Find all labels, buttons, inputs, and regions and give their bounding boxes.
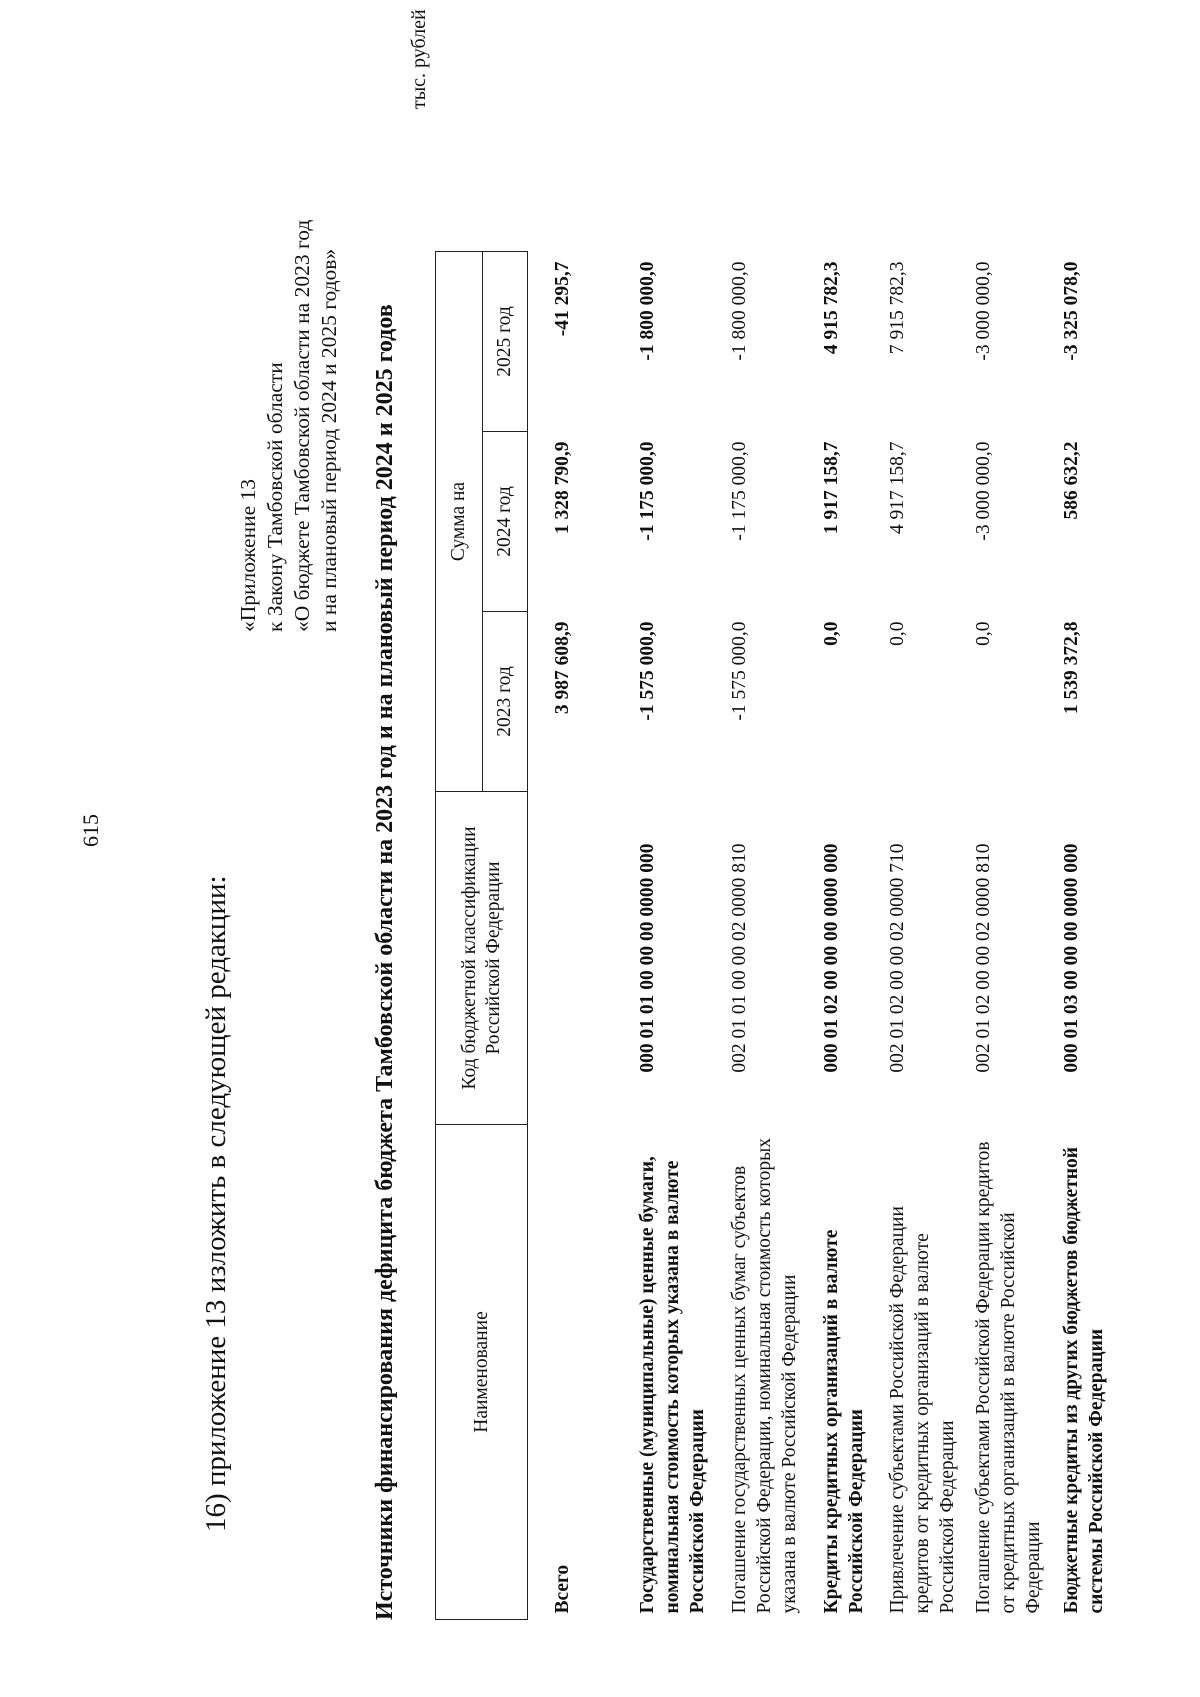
row-value-2025: 4 915 782,3 <box>820 261 842 355</box>
row-code <box>528 792 628 1125</box>
row-value-2025: -41 295,7 <box>552 261 573 337</box>
row-value-2024: -3 000 000,0 <box>972 441 994 541</box>
row-value-2023: 1 539 372,8 <box>1060 621 1082 715</box>
row-value-2023: -1 575 000,0 <box>728 621 750 721</box>
row-value-2023: 0,0 <box>820 621 842 646</box>
appendix-line: к Закону Тамбовской области <box>263 362 287 632</box>
row-value-2023: 3 987 608,9 <box>552 621 573 715</box>
row-value-2025: -1 800 000,0 <box>728 261 750 361</box>
row-value-2024: 586 632,2 <box>1060 441 1082 520</box>
header-year-2024: 2024 год <box>483 432 528 612</box>
units-label: тыс. рублей <box>408 9 430 109</box>
lead-text: 16) приложение 13 изложить в следующей редакции: <box>200 875 232 1532</box>
table-row <box>528 252 628 1620</box>
row-value-2023: -1 575 000,0 <box>636 621 658 721</box>
header-year-2023: 2023 год <box>483 612 528 792</box>
row-code: 000 01 01 00 00 00 0000 000 <box>636 843 658 1073</box>
table-row <box>628 252 720 1620</box>
page-number: 615 <box>78 814 103 847</box>
header-year-2025: 2025 год <box>483 252 528 432</box>
document-title: Источники финансирования дефицита бюджета Тамбовской области на 2023 год и на плановый период 2024 и 2025 годов <box>372 304 398 1620</box>
row-code: 000 01 02 00 00 00 0000 000 <box>820 843 842 1073</box>
row-code: 002 01 02 00 00 02 0000 810 <box>972 843 994 1073</box>
table-row <box>964 252 1052 1620</box>
row-code: 002 01 01 00 00 02 0000 810 <box>728 843 750 1073</box>
header-sum-group: Сумма на <box>436 252 483 792</box>
row-name: Погашение государственных ценных бумаг субъектов Российской Федерации, номинальная стоимость которых указана в валюте Российской Федерации <box>728 1138 800 1614</box>
table-row <box>878 252 964 1620</box>
row-name: Государственные (муниципальные) ценные бумаги, номинальная стоимость которых указана в валюте Российской Федерации <box>636 1156 708 1614</box>
row-value-2025: -3 325 078,0 <box>1060 261 1082 361</box>
row-value-2024: -1 175 000,0 <box>636 441 658 541</box>
row-value-2025: -1 800 000,0 <box>636 261 658 361</box>
appendix-line: и на плановый период 2024 и 2025 годов» <box>317 248 341 632</box>
row-name: Привлечение субъектами Российской Федерации кредитов от кредитных организаций в валюте Российской Федерации <box>886 1206 958 1614</box>
table-row <box>812 252 878 1620</box>
row-value-2024: -1 175 000,0 <box>728 441 750 541</box>
row-name: Кредиты кредитных организаций в валюте Российской Федерации <box>820 1229 867 1614</box>
row-code: 002 01 02 00 00 02 0000 710 <box>886 843 908 1073</box>
row-value-2025: 7 915 782,3 <box>886 261 908 355</box>
appendix-reference <box>235 72 343 632</box>
row-code: 000 01 03 00 00 00 0000 000 <box>1060 843 1082 1073</box>
row-value-2024: 1 917 158,7 <box>820 441 842 535</box>
row-value-2024: 4 917 158,7 <box>886 441 908 535</box>
row-value-2025: -3 000 000,0 <box>972 261 994 361</box>
row-value-2023: 0,0 <box>972 621 994 646</box>
row-name: Бюджетные кредиты из других бюджетов бюджетной системы Российской Федерации <box>1060 1147 1107 1614</box>
appendix-line: «Приложение 13 <box>236 478 260 632</box>
appendix-line: «О бюджете Тамбовской области на 2023 год <box>290 219 314 632</box>
row-value-2024: 1 328 790,9 <box>552 441 573 535</box>
row-name: Погашение субъектами Российской Федерации кредитов от кредитных организаций в валюте Российской Федерации <box>972 1141 1044 1614</box>
header-code: Код бюджетной классификации Российской Федерации <box>436 792 528 1125</box>
row-value-2023: 0,0 <box>886 621 908 646</box>
row-name: Всего <box>552 1564 573 1614</box>
table-row <box>1052 252 1116 1620</box>
financing-sources-table <box>435 251 1116 1620</box>
table-row <box>720 252 812 1620</box>
header-name: Наименование <box>436 1125 528 1620</box>
